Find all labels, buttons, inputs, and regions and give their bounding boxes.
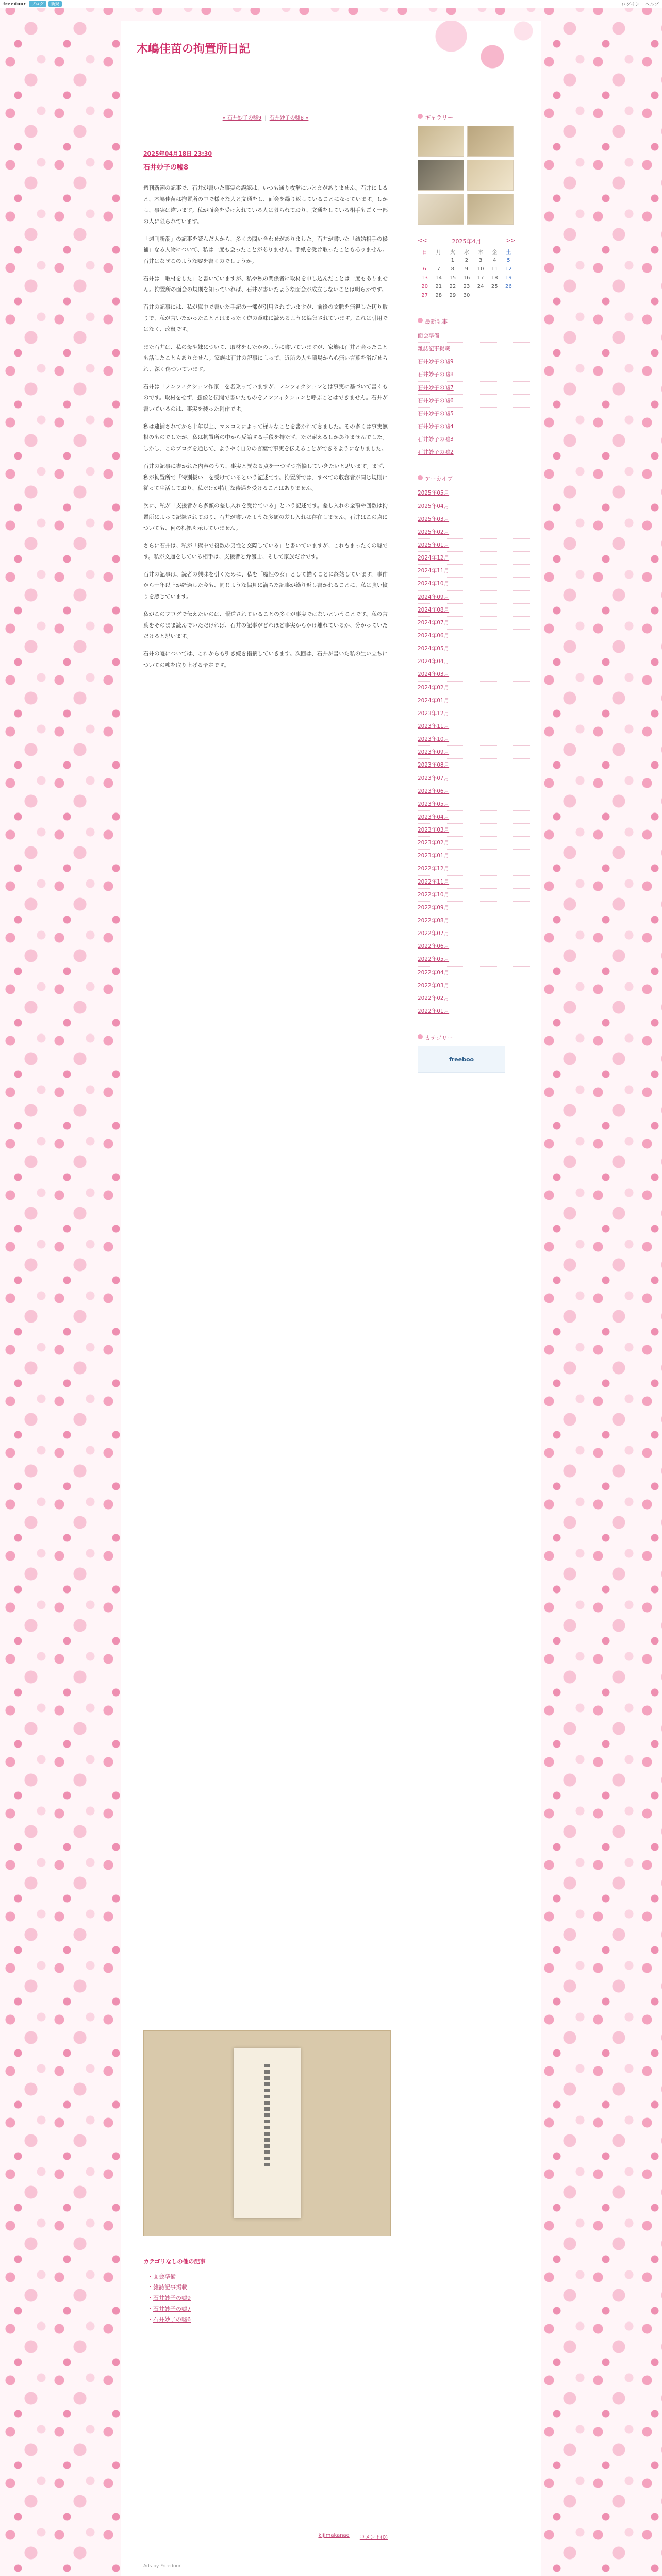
list-item: [418, 500, 531, 513]
article-paragraph: 石井は「取材をした」と書いていますが、私や私の関係者に取材を申し込んだことは一度もありません。拘置所の面会の規則を知っていれば、石井が書いたような面会が成立しないことは明らかです。: [143, 275, 388, 293]
list-item: [418, 927, 531, 940]
calendar-month: 2025年4月: [452, 238, 482, 245]
main-column: [137, 113, 394, 2576]
related-list: [143, 2272, 388, 2325]
calendar-prev-link[interactable]: <<: [418, 237, 427, 244]
recent-article-link[interactable]: 石井妙子の嘘8: [418, 371, 454, 378]
list-item: [418, 967, 531, 979]
calendar-day[interactable]: 4: [493, 258, 496, 263]
list-item: [418, 850, 531, 862]
archive-month-link[interactable]: 2024年06月: [418, 632, 450, 639]
recent-heading: 最新記事: [418, 317, 531, 326]
list-item: [418, 682, 531, 694]
list-item: [418, 707, 531, 720]
calendar-day[interactable]: 15: [449, 275, 456, 281]
calendar-day[interactable]: 18: [491, 275, 498, 281]
list-item: [418, 746, 531, 759]
list-item: [418, 578, 531, 590]
gallery-thumbnail[interactable]: [418, 126, 464, 157]
calendar-weekday: 金: [492, 250, 498, 256]
archive-month-link[interactable]: 2023年09月: [418, 749, 450, 756]
list-item: [418, 368, 531, 381]
calendar-day[interactable]: 16: [463, 275, 470, 281]
calendar-day[interactable]: 22: [449, 284, 456, 290]
archive-month-link[interactable]: 2023年10月: [418, 736, 450, 743]
calendar-day[interactable]: 23: [463, 284, 470, 290]
calendar-day: [432, 256, 445, 265]
list-item: [418, 526, 531, 539]
article: [137, 142, 394, 2576]
related-link[interactable]: 雑誌記事掲載: [153, 2283, 187, 2291]
list-item: [418, 539, 531, 552]
calendar-day[interactable]: 30: [463, 293, 470, 298]
blog-title[interactable]: 木嶋佳苗の拘置所日記: [137, 43, 251, 56]
calendar-day: [502, 291, 516, 300]
calendar-day[interactable]: 12: [505, 266, 512, 272]
calendar-weekday: 火: [450, 250, 455, 256]
archive-month-link[interactable]: 2024年12月: [418, 555, 450, 562]
list-item: [418, 408, 531, 420]
list-item: [418, 798, 531, 811]
article-paragraph: 次に、私が「支援者から多額の差し入れを受けている」という記述です。差し入れの金額や回数は拘置所によって記録されており、石井が書いたような多額の差し入れは存在しません。石井はこの点についても、何の根拠も示していません。: [143, 503, 388, 532]
archive-month-link[interactable]: 2022年07月: [418, 930, 450, 937]
archive-month-link[interactable]: 2024年10月: [418, 581, 450, 587]
blog-header: [121, 21, 541, 72]
calendar-day[interactable]: 7: [437, 266, 440, 272]
topbar-links: [621, 1, 659, 7]
article-paragraph: さらに石井は、私が「獄中で複数の男性と交際している」と書いていますが、これもまったくの嘘です。私が文通をしている相手は、支援者と弁護士、そして家族だけです。: [143, 543, 388, 560]
article-body: [143, 183, 388, 2017]
list-item: [418, 355, 531, 368]
archive-month-link[interactable]: 2022年09月: [418, 904, 450, 911]
top-toolbar: [0, 0, 662, 8]
archive-month-link[interactable]: 2023年02月: [418, 840, 450, 846]
calendar-weekday: 水: [464, 250, 469, 256]
blog-button[interactable]: ブログ: [29, 1, 46, 7]
page-container: [121, 21, 541, 2576]
calendar-day[interactable]: 26: [505, 284, 512, 290]
ads-by-label: Ads by Freedoor: [143, 2564, 181, 2569]
calendar-day: [474, 291, 488, 300]
article-paragraph: 「週刊新潮」の記事を読んだ人から、多くの問い合わせがありました。石井が書いた「結婚相手の候補」なる人物について、私は一度も会ったことがありません。手紙を受け取ったこともありません。石井はなぜこのような嘘を書くのでしょうか。: [143, 235, 388, 264]
calendar-weekday: 月: [436, 250, 441, 256]
recent-article-link[interactable]: 石井妙子の嘘2: [418, 449, 454, 456]
list-item: [418, 617, 531, 630]
list-item: [418, 655, 531, 668]
prev-article-link[interactable]: « 石井妙子の嘘9: [222, 115, 262, 121]
calendar-weekday: 日: [422, 250, 427, 256]
article-paragraph: 石井は「ノンフィクション作家」を名乗っていますが、ノンフィクションとは事実に基づいて書くものです。取材をせず、想像と伝聞で書いたものをノンフィクションと呼ぶことはできません。石井が書いているのは、事実を装った創作です。: [143, 383, 388, 412]
calendar-day: [488, 291, 502, 300]
article-footer: [143, 2533, 388, 2540]
archive-month-link[interactable]: 2023年05月: [418, 801, 450, 807]
list-item: [147, 2293, 388, 2304]
list-item: [418, 824, 531, 837]
article-paragraph: また石井は、私の母や妹について、取材をしたかのように書いていますが、家族は石井と会ったことも話したこともありません。家族は石井の記事によって、近所の人や職場から心無い言葉を浴びせられ、深く傷ついています。: [143, 344, 388, 372]
list-item: [418, 811, 531, 824]
archive-month-link[interactable]: 2025年04月: [418, 503, 450, 510]
list-item: [418, 591, 531, 604]
related-link[interactable]: 面会準備: [153, 2273, 176, 2280]
calendar-day[interactable]: 27: [421, 293, 428, 298]
recent-article-link[interactable]: 石井妙子の嘘6: [418, 397, 454, 404]
archive-month-link[interactable]: 2025年05月: [418, 490, 450, 497]
list-item: [418, 720, 531, 733]
gallery-grid: [418, 126, 531, 225]
scroll-document-image: [234, 2048, 301, 2218]
list-item: [418, 552, 531, 565]
category-heading: カテゴリー: [418, 1033, 531, 1042]
archive-month-link[interactable]: 2023年06月: [418, 788, 450, 794]
archive-month-link[interactable]: 2024年11月: [418, 568, 450, 574]
calendar-day[interactable]: 19: [505, 275, 512, 281]
new-button[interactable]: 新規: [48, 1, 62, 7]
list-item: [418, 446, 531, 459]
archive-month-link[interactable]: 2024年08月: [418, 606, 450, 613]
author-link[interactable]: kijimakanae: [318, 2533, 350, 2538]
calendar-day[interactable]: 25: [491, 284, 498, 290]
related-heading: カテゴリなしの他の記事: [143, 2258, 206, 2265]
article-paragraph: 石井の記事は、読者の興味を引くために、私を「魔性の女」として描くことに終始しています。事件から十年以上が経過した今も、同じような偏見に満ちた記事が繰り返し書かれることに、私は強い憤りを感じています。: [143, 571, 388, 600]
top-pager: « 石井妙子の嘘9 | 石井妙子の嘘8 »: [222, 115, 309, 121]
archive-month-link[interactable]: 2023年07月: [418, 775, 450, 782]
list-item: [418, 382, 531, 395]
archive-month-link[interactable]: 2023年12月: [418, 710, 450, 717]
calendar-day: [418, 256, 432, 265]
archive-month-link[interactable]: 2022年01月: [418, 1008, 450, 1015]
calendar-day[interactable]: 24: [477, 284, 484, 290]
gallery-heading: ギャラリー: [418, 113, 531, 122]
archive-month-link[interactable]: 2024年09月: [418, 594, 450, 600]
list-item: [418, 330, 531, 343]
calendar-day[interactable]: 3: [478, 258, 483, 263]
list-item: [147, 2282, 388, 2293]
article-paragraph: 石井の記事に書かれた内容のうち、事実と異なる点を一つずつ指摘していきたいと思います。まず、私が拘置所で「特別扱い」を受けているという記述です。拘置所では、すべての収容者が同じ規則に従って生活しており、私だけが特別な待遇を受けることはありません。: [143, 463, 388, 492]
calendar-day[interactable]: 20: [421, 284, 428, 290]
calendar-day[interactable]: 9: [465, 266, 469, 272]
article-paragraph: 週刊新潮の記事で、石井が書いた事実の誤認は、いつも通り枚挙にいとまがありません。石井によると、木嶋佳苗は拘置所の中で様々な人と文通をし、面会を繰り返していることになっています。しかし、事実は違います。私が面会を受け入れている人は限られており、文通をしている相手もごく一部の人に限られています。: [143, 185, 388, 225]
list-item: [418, 420, 531, 433]
list-item: [418, 395, 531, 408]
article-paragraph: 私がこのブログで伝えたいのは、報道されていることの多くが事実ではないということです。私の言葉をそのまま読んでいただければ、石井の記事がどれほど事実からかけ離れているか、分かっていただけると思います。: [143, 611, 388, 640]
list-item: [418, 513, 531, 526]
list-item: [418, 604, 531, 617]
archive-month-link[interactable]: 2022年04月: [418, 969, 450, 976]
archive-month-link[interactable]: 2024年02月: [418, 684, 450, 691]
gallery-thumbnail[interactable]: [418, 194, 464, 225]
article-paragraph: 石井の嘘については、これからも引き続き指摘していきます。次回は、石井が書いた私の生い立ちについての嘘を取り上げる予定です。: [143, 651, 388, 668]
archive-month-link[interactable]: 2023年04月: [418, 814, 450, 820]
list-item: [418, 953, 531, 966]
archive-month-link[interactable]: 2024年07月: [418, 619, 450, 626]
related-link[interactable]: 石井妙子の嘘9: [153, 2294, 191, 2301]
list-item: [418, 694, 531, 707]
calendar-header: [418, 237, 516, 245]
archive-month-link[interactable]: 2022年11月: [418, 878, 450, 885]
calendar-day[interactable]: 11: [491, 266, 498, 272]
calendar-day[interactable]: 21: [435, 284, 442, 290]
sidebar: [418, 113, 531, 1073]
recent-article-link[interactable]: 石井妙子の嘘5: [418, 410, 454, 417]
list-item: [418, 889, 531, 902]
list-item: [418, 1005, 531, 1018]
calendar-day[interactable]: 14: [435, 275, 442, 281]
list-item: [418, 979, 531, 992]
list-item: [418, 642, 531, 655]
list-item: [418, 914, 531, 927]
comments-link[interactable]: コメント(0): [359, 2535, 388, 2540]
archive-month-link[interactable]: 2022年10月: [418, 891, 450, 898]
archive-month-link[interactable]: 2023年01月: [418, 853, 450, 859]
archive-month-link[interactable]: 2025年03月: [418, 516, 450, 522]
archive-month-link[interactable]: 2022年08月: [418, 918, 450, 924]
article-paragraph: 私は逮捕されてから十年以上、マスコミによって様々なことを書かれてきました。その多くは事実無根のものでしたが、私は拘置所の中から反論する手段を持たず、ただ耐えるしかありませんでした。しかし、このブログを通じて、ようやく自分の言葉で事実を伝えることができるようになりました。: [143, 423, 388, 452]
help-link[interactable]: ヘルプ: [644, 2, 659, 7]
list-item: [147, 2272, 388, 2282]
recent-article-link[interactable]: 石井妙子の嘘3: [418, 436, 454, 443]
list-item: [418, 876, 531, 889]
archive-list: [418, 487, 531, 1018]
calendar-day[interactable]: 28: [435, 293, 442, 298]
list-item: [147, 2304, 388, 2315]
archive-month-link[interactable]: 2023年03月: [418, 827, 450, 834]
recent-article-link[interactable]: 石井妙子の嘘4: [418, 423, 454, 430]
gallery-thumbnail[interactable]: [418, 160, 464, 191]
archive-month-link[interactable]: 2024年01月: [418, 697, 450, 704]
recent-article-link[interactable]: 石井妙子の嘘7: [418, 384, 454, 391]
login-link[interactable]: ログイン: [621, 2, 640, 7]
calendar-day[interactable]: 8: [451, 266, 455, 272]
archive-month-link[interactable]: 2025年02月: [418, 529, 450, 535]
archive-month-link[interactable]: 2022年06月: [418, 943, 450, 950]
calendar-day[interactable]: 6: [423, 266, 426, 272]
service-brand[interactable]: freedoor: [3, 1, 26, 7]
list-item: [418, 733, 531, 746]
article-photo: [143, 2030, 391, 2236]
calendar-day[interactable]: 13: [421, 275, 428, 281]
calendar-weekday: 木: [478, 250, 484, 256]
calendar-weekday: 土: [506, 250, 511, 256]
archive-month-link[interactable]: 2024年05月: [418, 646, 450, 652]
gallery-thumbnail[interactable]: [467, 126, 514, 157]
archive-month-link[interactable]: 2022年03月: [418, 982, 450, 989]
calendar-next-link[interactable]: >>: [506, 237, 516, 244]
list-item: [418, 837, 531, 850]
recent-list: [418, 330, 531, 459]
list-item: [418, 565, 531, 578]
next-article-link[interactable]: 石井妙子の嘘8 »: [269, 115, 309, 121]
article-date[interactable]: 2025年04月18日 23:30: [143, 150, 212, 157]
archive-heading: アーカイブ: [418, 474, 531, 483]
recent-article-link[interactable]: 雑誌記事掲載: [418, 346, 450, 352]
list-item: [418, 902, 531, 914]
list-item: [418, 343, 531, 355]
list-item: [418, 759, 531, 772]
archive-month-link[interactable]: 2022年02月: [418, 995, 450, 1002]
archive-month-link[interactable]: 2024年04月: [418, 658, 450, 665]
related-link[interactable]: 石井妙子の嘘6: [153, 2316, 191, 2323]
list-item: [418, 433, 531, 446]
related-link[interactable]: 石井妙子の嘘7: [153, 2305, 191, 2312]
archive-month-link[interactable]: 2023年08月: [418, 762, 450, 769]
freeboo-banner[interactable]: freeboo: [418, 1046, 505, 1073]
gallery-thumbnail[interactable]: [467, 194, 514, 225]
list-item: [418, 992, 531, 1005]
calendar-day[interactable]: 2: [465, 258, 469, 263]
calendar-day[interactable]: 29: [449, 293, 456, 298]
list-item: [418, 772, 531, 785]
calendar-day[interactable]: 1: [451, 258, 455, 263]
archive-month-link[interactable]: 2023年11月: [418, 723, 450, 730]
calendar-table: [418, 247, 516, 300]
list-item: [418, 668, 531, 681]
list-item: [418, 487, 531, 500]
list-item: [418, 862, 531, 875]
list-item: [418, 785, 531, 798]
list-item: [418, 630, 531, 642]
recent-article-link[interactable]: 石井妙子の嘘9: [418, 359, 454, 365]
archive-month-link[interactable]: 2022年12月: [418, 866, 450, 872]
gallery-thumbnail[interactable]: [467, 160, 514, 191]
list-item: [418, 940, 531, 953]
recent-article-link[interactable]: 面会準備: [418, 333, 439, 339]
archive-month-link[interactable]: 2024年03月: [418, 671, 450, 678]
list-item: [147, 2315, 388, 2326]
calendar-day[interactable]: 5: [507, 258, 510, 263]
calendar-day[interactable]: 17: [477, 275, 484, 281]
calendar-day[interactable]: 10: [477, 266, 484, 272]
archive-month-link[interactable]: 2022年05月: [418, 956, 450, 963]
article-title[interactable]: 石井妙子の嘘8: [143, 164, 189, 172]
article-paragraph: 石井の記事には、私が獄中で書いた手記の一部が引用されていますが、前後の文脈を無視した切り取りで、私が言いたかったこととはまったく逆の意味に読めるように編集されています。これは引用ではなく、改竄です。: [143, 304, 388, 333]
archive-month-link[interactable]: 2025年01月: [418, 541, 450, 548]
